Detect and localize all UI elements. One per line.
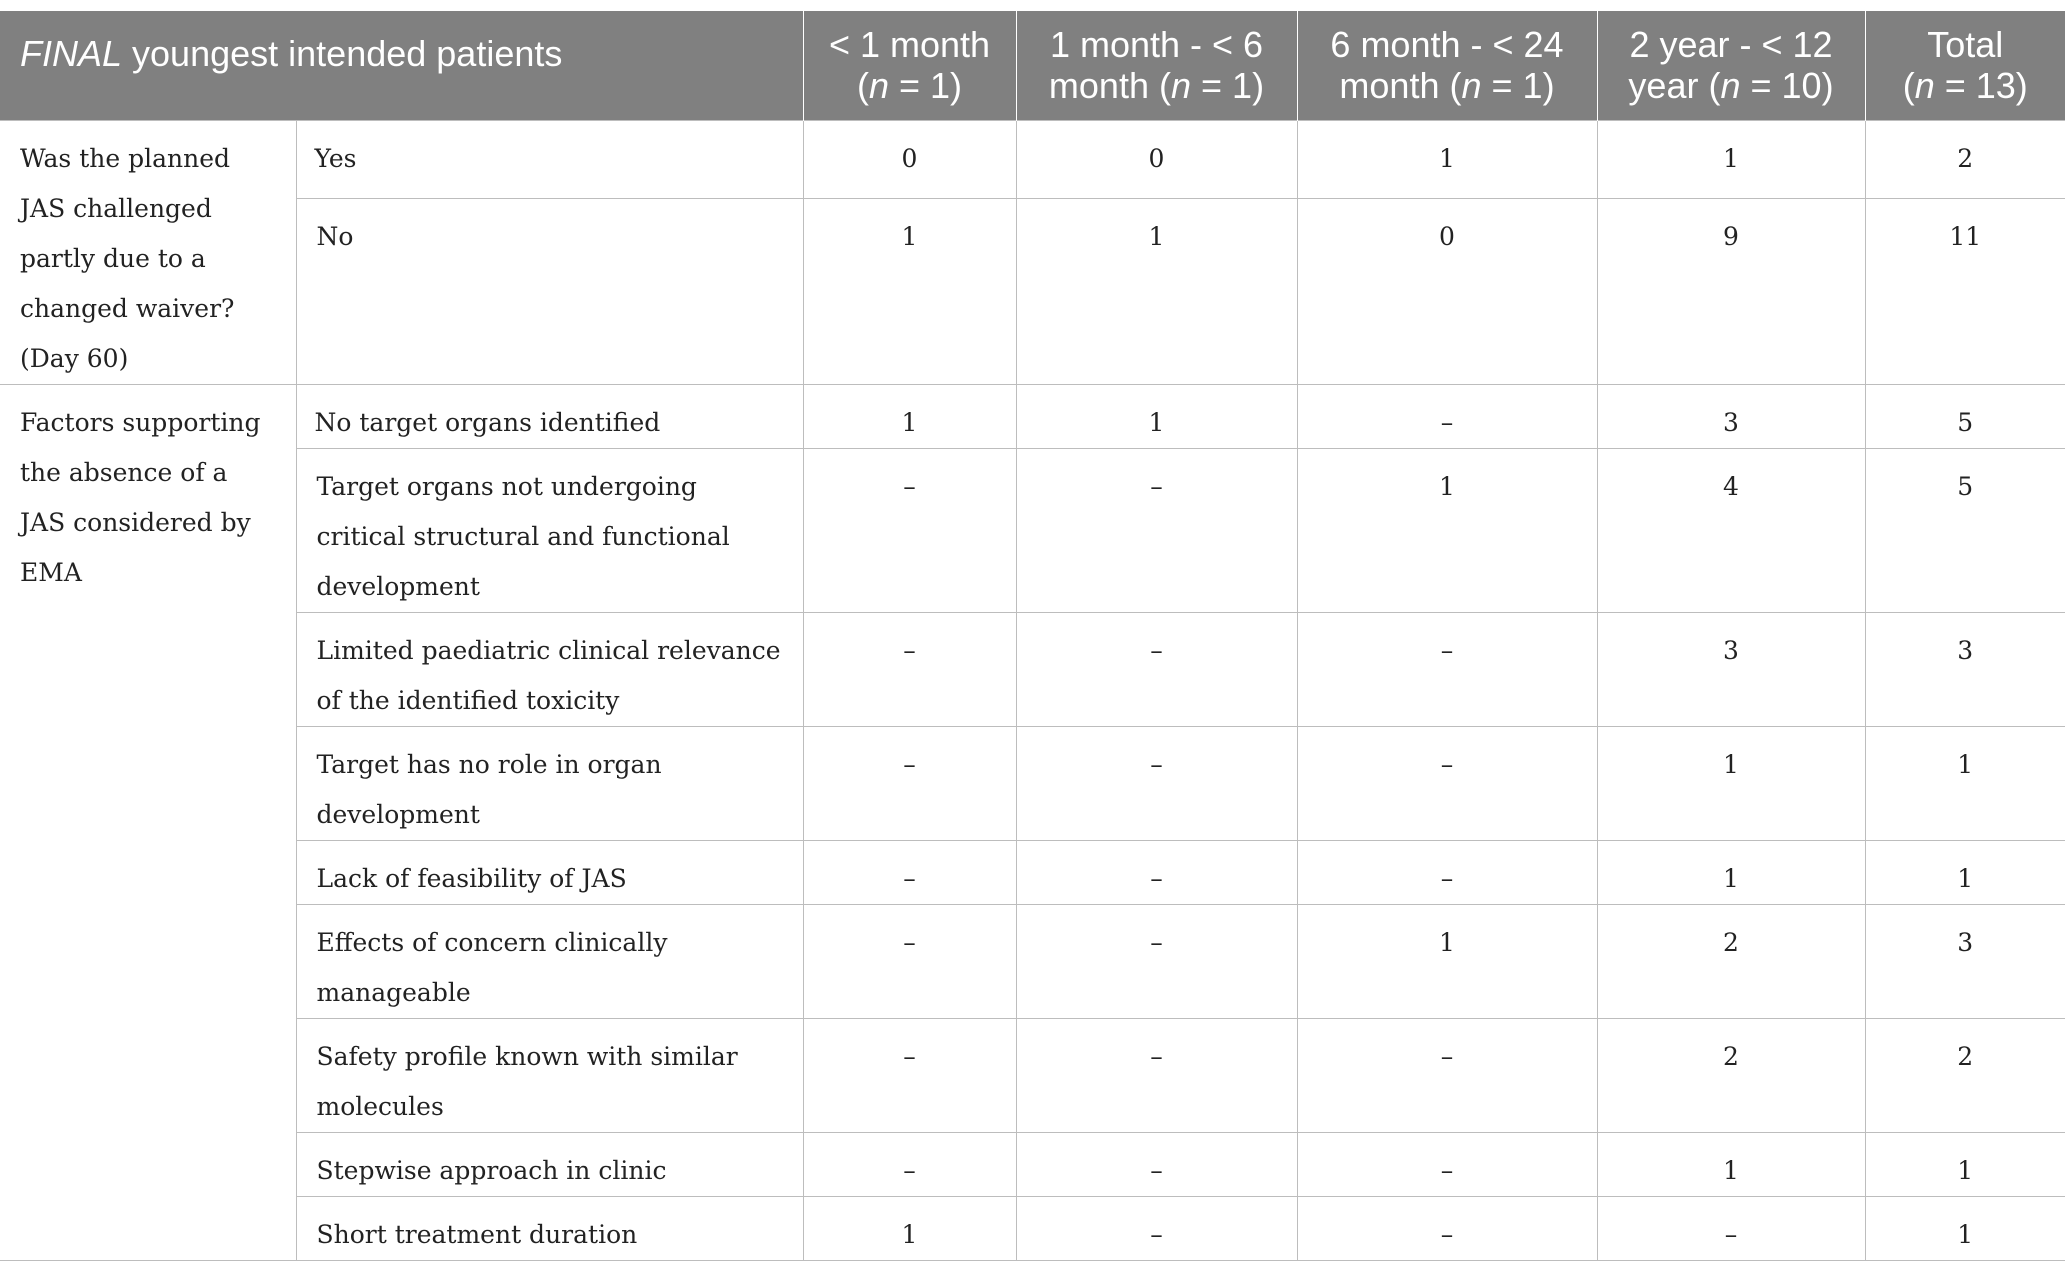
column-header-1to6month: 1 month - < 6 month (n = 1) <box>1016 11 1297 120</box>
table-cell: 3 <box>1865 904 2065 1018</box>
row-label: Stepwise approach in clinic <box>296 1132 803 1196</box>
table-cell: 1 <box>1297 120 1597 199</box>
table-cell: 1 <box>1865 1196 2065 1260</box>
table-row <box>0 1132 2065 1196</box>
table-cell: – <box>803 1132 1016 1196</box>
row-label: No target organs identified <box>296 384 803 448</box>
table-cell: – <box>1016 612 1297 726</box>
table-cell: 5 <box>1865 384 2065 448</box>
row-label: Target organs not undergoing critical structural and functional development <box>296 448 803 612</box>
table-cell: – <box>1016 1018 1297 1132</box>
table-cell: – <box>1297 1018 1597 1132</box>
table-cell: 3 <box>1597 384 1865 448</box>
table-title-italic: FINAL <box>20 33 123 74</box>
table-cell: – <box>1297 726 1597 840</box>
table-cell: 1 <box>1865 840 2065 904</box>
table-row <box>0 1196 2065 1260</box>
table-cell: 1 <box>1016 199 1297 384</box>
table-cell: – <box>1297 840 1597 904</box>
table-cell: 1 <box>1865 726 2065 840</box>
group-label-factors: Factors supporting the absence of a JAS considered by EMA <box>0 384 296 1260</box>
table-cell: – <box>803 1018 1016 1132</box>
table-cell: – <box>803 840 1016 904</box>
table-row <box>0 1018 2065 1132</box>
table-cell: 2 <box>1597 1018 1865 1132</box>
table-row <box>0 612 2065 726</box>
table-cell: – <box>1016 1132 1297 1196</box>
row-label: Yes <box>296 120 803 199</box>
table-row <box>0 384 2065 448</box>
table-row <box>0 904 2065 1018</box>
table-cell: 1 <box>1297 904 1597 1018</box>
table-cell: 11 <box>1865 199 2065 384</box>
table-cell: 3 <box>1597 612 1865 726</box>
table-cell: 0 <box>1016 120 1297 199</box>
table-cell: – <box>1597 1196 1865 1260</box>
table-cell: 1 <box>1597 1132 1865 1196</box>
table-cell: 1 <box>1865 1132 2065 1196</box>
table-row <box>0 840 2065 904</box>
table-cell: – <box>1297 384 1597 448</box>
table-cell: 2 <box>1597 904 1865 1018</box>
table-cell: 3 <box>1865 612 2065 726</box>
table-cell: – <box>803 726 1016 840</box>
table-cell: 1 <box>1297 448 1597 612</box>
table-title <box>0 11 803 120</box>
results-table <box>0 11 2065 1261</box>
table-cell: 2 <box>1865 120 2065 199</box>
table-cell: – <box>1297 1132 1597 1196</box>
row-label: No <box>296 199 803 384</box>
group-label-jas-challenged: Was the planned JAS challenged partly due to a changed waiver? (Day 60) <box>0 120 296 384</box>
table-cell: 0 <box>1297 199 1597 384</box>
table-cell: 1 <box>803 1196 1016 1260</box>
table-cell: 0 <box>803 120 1016 199</box>
column-header-total: Total (n = 13) <box>1865 11 2065 120</box>
table-cell: 1 <box>803 384 1016 448</box>
table-cell: 1 <box>1597 726 1865 840</box>
header-row <box>0 11 2065 120</box>
table-cell: 4 <box>1597 448 1865 612</box>
table-title-rest: youngest intended patients <box>122 33 563 74</box>
row-label: Short treatment duration <box>296 1196 803 1260</box>
table-cell: 1 <box>1016 384 1297 448</box>
row-label: Target has no role in organ development <box>296 726 803 840</box>
table-cell: – <box>803 904 1016 1018</box>
table-cell: – <box>1297 612 1597 726</box>
table-cell: – <box>1016 904 1297 1018</box>
table-cell: 5 <box>1865 448 2065 612</box>
table-cell: – <box>1016 1196 1297 1260</box>
row-label: Safety profile known with similar molecules <box>296 1018 803 1132</box>
table-cell: 1 <box>803 199 1016 384</box>
table-row <box>0 199 2065 384</box>
row-label: Effects of concern clinically manageable <box>296 904 803 1018</box>
row-label: Lack of feasibility of JAS <box>296 840 803 904</box>
row-label: Limited paediatric clinical relevance of the identified toxicity <box>296 612 803 726</box>
table-cell: – <box>1297 1196 1597 1260</box>
column-header-6to24month: 6 month - < 24 month (n = 1) <box>1297 11 1597 120</box>
table-row <box>0 726 2065 840</box>
column-header-lt1month: < 1 month (n = 1) <box>803 11 1016 120</box>
table-cell: – <box>1016 726 1297 840</box>
table-cell: 2 <box>1865 1018 2065 1132</box>
table-cell: – <box>803 448 1016 612</box>
table-cell: – <box>1016 840 1297 904</box>
table-cell: – <box>803 612 1016 726</box>
table-cell: 1 <box>1597 840 1865 904</box>
table-row <box>0 448 2065 612</box>
column-header-2to12year: 2 year - < 12 year (n = 10) <box>1597 11 1865 120</box>
table-cell: 1 <box>1597 120 1865 199</box>
table-cell: – <box>1016 448 1297 612</box>
table-cell: 9 <box>1597 199 1865 384</box>
table-row <box>0 120 2065 199</box>
